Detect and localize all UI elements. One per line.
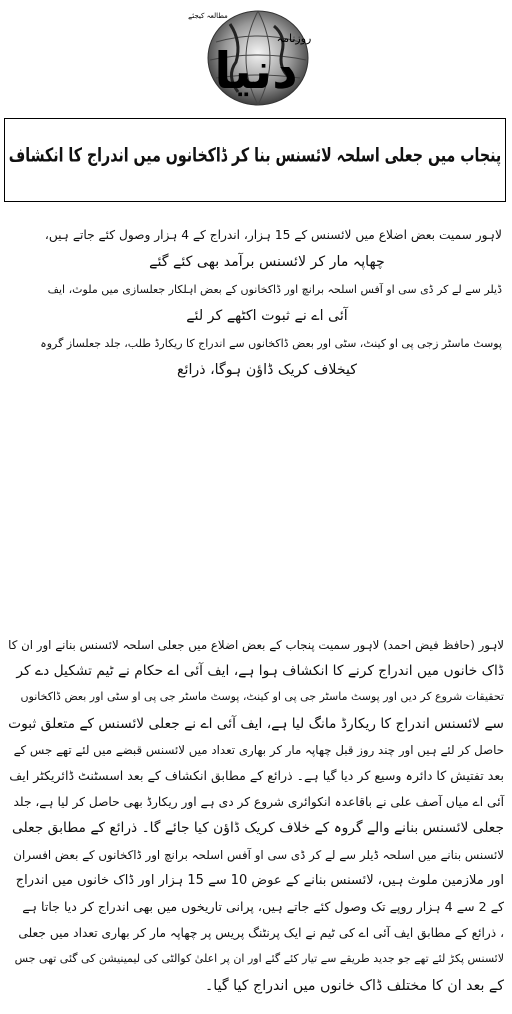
headline: پنجاب میں جعلی اسلحہ لائسنس بنا کر ڈاکخانوں میں اندراج کا انکشاف [8, 145, 502, 167]
body-line: بعد تفتیش کا دائرہ وسیع کر دیا گیا ہے۔ ذرائع کے مطابق انکشاف کے بعد اسسٹنٹ ڈائریکٹر ایف [9, 768, 504, 784]
body-line: ڈاک خانوں میں اندراج کرنے کا انکشاف ہوا ہے، ایف آئی اے حکام نے ٹیم تشکیل دے کر [16, 663, 504, 680]
subhead-line: لاہور سمیت بعض اضلاع میں لائسنس کے 15 ہزار، اندراج کے 4 ہزار وصول کئے جاتے ہیں، [44, 228, 502, 242]
body-line: لائسنس بنانے میں اسلحہ ڈیلر سے لے کر ڈی سی او آفس اسلحہ برانچ اور ڈاکخانوں کے بعض افسران [13, 847, 504, 862]
body-line: کے بعد ان کا مختلف ڈاک خانوں میں اندراج کیا گیا۔ [204, 977, 504, 994]
body-line: کے 2 سے 4 ہزار روپے تک وصول کئے جاتے ہیں، پرانی تاریخوں میں بھی اندراج کر دیا جاتا ہے [22, 899, 504, 915]
body-line: آئی اے میاں آصف علی نے باقاعدہ انکوائری شروع کر دی ہے اور ریکارڈ بھی حاصل کر لیا ہے، جلد [13, 795, 504, 810]
subhead-line: چھاپہ مار کر لائسنس برآمد بھی کئے گئے [149, 254, 385, 270]
subhead-line: کیخلاف کریک ڈاؤن ہوگا، ذرائع [176, 362, 358, 378]
subhead-line: ڈیلر سے لے کر ڈی سی او آفس اسلحہ برانچ اور ڈاکخانوں کے بعض اہلکار جعلسازی میں ملوث، ایف [47, 283, 502, 296]
subhead-line: پوسٹ ماسٹر زجی پی او کینٹ، سٹی اور بعض ڈاکخانوں سے اندراج کا ریکارڈ طلب، جلد جعلساز گروہ [40, 337, 502, 350]
logo-wordmark: دنیا [214, 42, 298, 100]
body-line: لاہور (حافظ فیض احمد) لاہور سمیت پنجاب کے بعض اضلاع میں جعلی اسلحہ لائسنس بنانے اور ان کا [8, 638, 504, 652]
article-body [8, 632, 504, 999]
subhead-line: آئی اے نے ثبوت اکٹھے کر لئے [186, 308, 348, 324]
logo-tagline: مطالعہ کیجئے [188, 12, 228, 20]
globe-logo-icon [186, 2, 326, 110]
body-line: جعلی لائسنس بنانے والے گروہ کے خلاف کریک ڈاؤن کیا جائے گا۔ ذرائع کے مطابق جعلی [12, 820, 504, 837]
body-line: حاصل کر لئے ہیں اور چند روز قبل چھاپہ مار کر بھاری تعداد میں لائسنس قبضے میں لئے تھے جس کے [13, 742, 504, 757]
body-line: لائسنس پکڑ لئے تھے جو جدید طریقے سے تیار کئے گئے اور ان پر اعلیٰ کوالٹی کی لیمینیشن کی گئی تھی جس [14, 952, 504, 966]
masthead-logo [186, 2, 326, 110]
body-line: سے لائسنس اندراج کا ریکارڈ مانگ لیا ہے، ایف آئی اے نے جعلی لائسنس کے متعلق ثبوت [8, 715, 504, 732]
body-line: تحقیقات شروع کر دیں اور پوسٹ ماسٹر جی پی او کینٹ، پوسٹ ماسٹر جی پی او سٹی اور بعض ڈاکخانوں [20, 690, 504, 704]
body-line: اور ملازمین ملوث ہیں، لائسنس بنانے کے عوض 10 سے 15 ہزار اور ڈاک خانوں میں اندراج [15, 872, 504, 888]
body-line: ، ذرائع کے مطابق ایف آئی اے کی ٹیم نے ایک پرنٹنگ پریس پر چھاپہ مار کر بھاری تعداد میں جعلی [18, 926, 504, 941]
headline-box [4, 118, 506, 202]
logo-caption: روزنامہ [276, 32, 312, 45]
subheads [32, 222, 502, 384]
